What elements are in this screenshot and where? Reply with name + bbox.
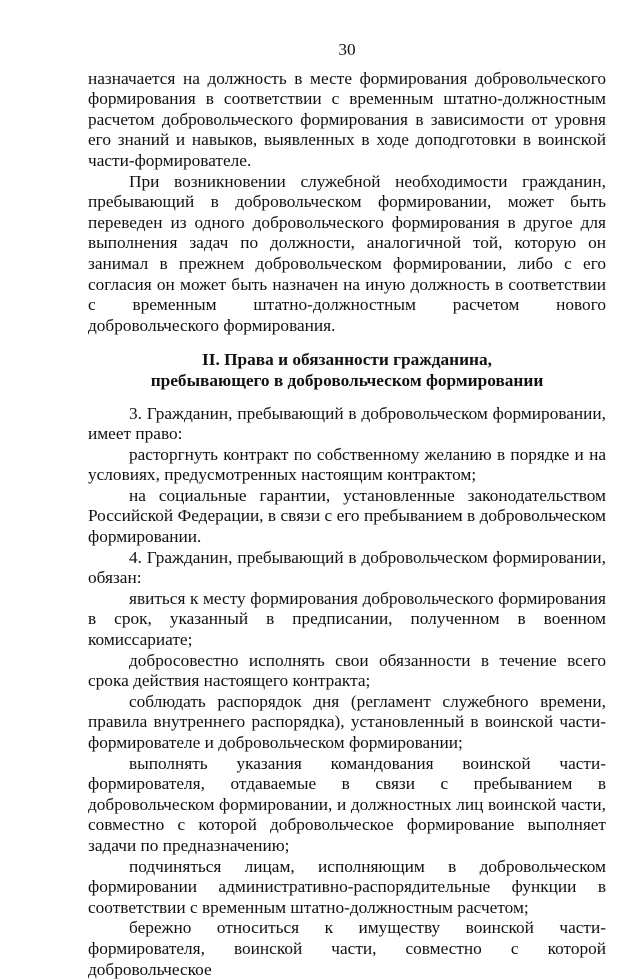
paragraph-continuation: назначается на должность в месте формирования добровольческого формирования в соответствии с временным штатно-должностным расчетом добровольческого формирования в зависимости от уровня его знаний и навыков, выявленных в ходе доподготовки в воинской части-формирователе. xyxy=(88,68,606,170)
paragraph-transfer: При возникновении служебной необходимости гражданин, пребывающий в добровольческом формировании, может быть переведен из одного добровольческого формирования в другое для выполнения задач по должности, аналогичной той, которую он занимал в прежнем добровольческом формировании, либо с его согласия он может быть назначен на иную должность в соответствии с временным штатно-должностным расчетом нового добровольческого формирования. xyxy=(88,171,606,335)
duty-observe-routine: соблюдать распорядок дня (регламент служебного времени, правила внутреннего распорядка), установленный в воинской части-формирователе и добровольческом формировании; xyxy=(88,691,606,752)
document-page xyxy=(88,40,606,980)
page-number: 30 xyxy=(338,40,356,59)
duty-report-to-place: явиться к месту формирования добровольческого формирования в срок, указанный в предписании, полученном в военном комиссариате; xyxy=(88,588,606,650)
section-heading-line-2: пребывающего в добровольческом формировании xyxy=(150,370,544,390)
right-terminate-contract: расторгнуть контракт по собственному желанию в порядке и на условиях, предусмотренных настоящим контрактом; xyxy=(88,444,606,485)
duty-obey-officials: подчиняться лицам, исполняющим в добровольческом формировании административно-распорядительные функции в соответствии с временным штатно-должностным расчетом; xyxy=(88,856,606,917)
duty-follow-command: выполнять указания командования воинской части-формирователя, отдаваемые в связи с пребыванием в добровольческом формировании, и должностных лиц воинской части, совместно с которой добровольческое формирование выполняет задачи по предназначению; xyxy=(88,753,606,855)
clause-4-intro: 4. Гражданин, пребывающий в добровольческом формировании, обязан: xyxy=(88,547,606,588)
clause-3-intro: 3. Гражданин, пребывающий в добровольческом формировании, имеет право: xyxy=(88,403,606,444)
section-heading-line-1: II. Права и обязанности гражданина, xyxy=(202,350,492,370)
section-heading xyxy=(88,350,606,391)
duty-perform-conscientiously: добросовестно исполнять свои обязанности в течение всего срока действия настоящего контракта; xyxy=(88,650,606,691)
right-social-guarantees: на социальные гарантии, установленные законодательством Российской Федерации, в связи с его пребыванием в добровольческом формировании. xyxy=(88,485,606,547)
duty-care-for-property: бережно относиться к имуществу воинской части-формирователя, воинской части, совместно с которой добровольческое xyxy=(88,918,606,979)
